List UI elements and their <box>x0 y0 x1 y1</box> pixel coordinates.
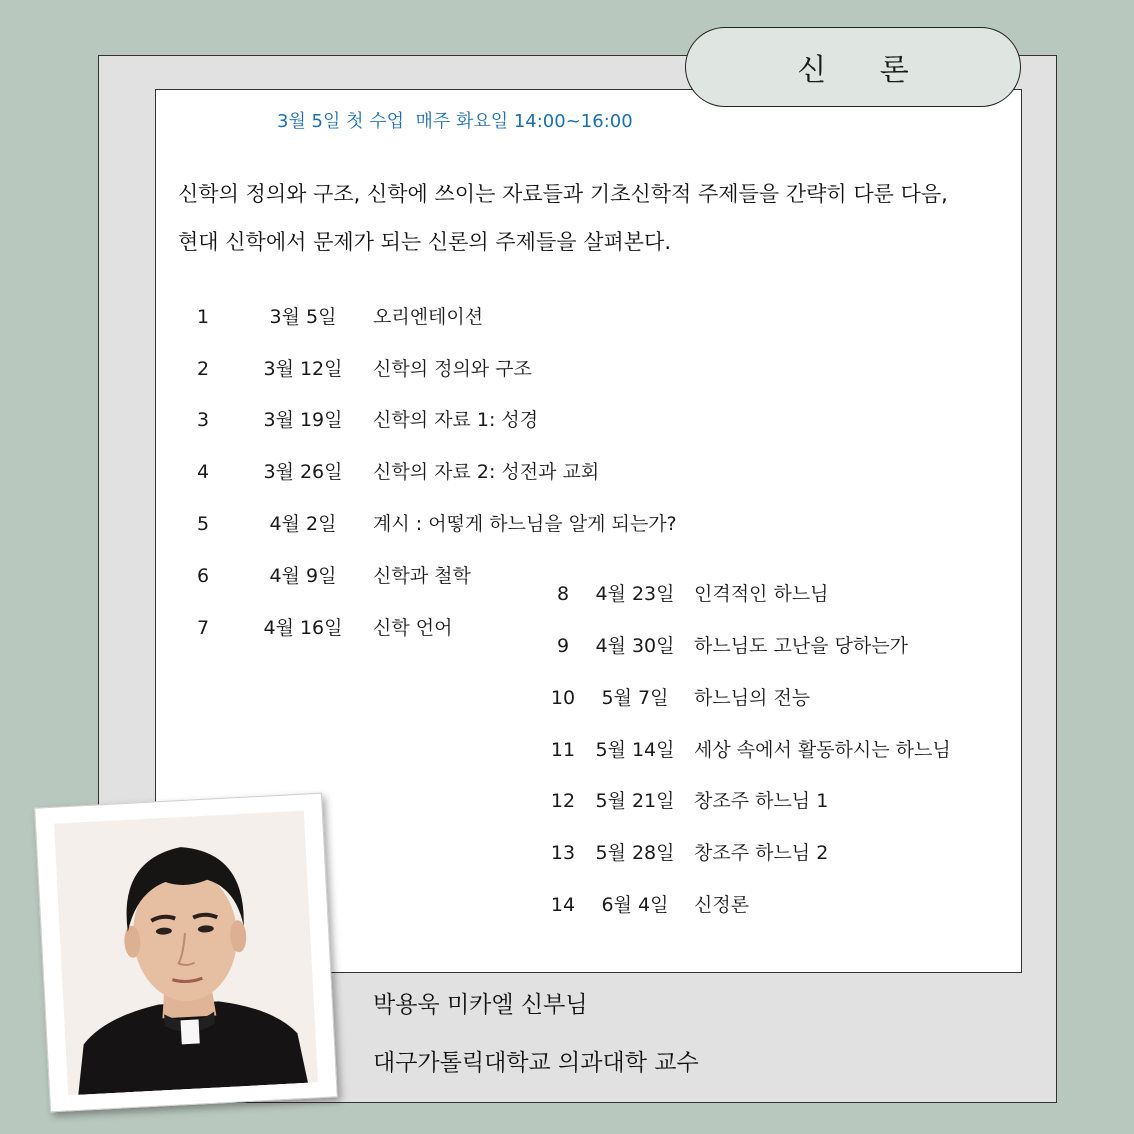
lesson-number: 1 <box>196 306 210 328</box>
lesson-topic: 신학의 자료 1: 성경 <box>373 409 539 431</box>
lesson-number: 11 <box>550 739 576 761</box>
instructor-affiliation: 대구가톨릭대학교 의과대학 교수 <box>373 1050 699 1076</box>
lesson-number: 14 <box>550 894 576 916</box>
instructor-name: 박용욱 미카엘 신부님 <box>373 992 588 1018</box>
lesson-date: 5월 14일 <box>595 739 675 761</box>
lesson-date: 5월 7일 <box>601 687 669 709</box>
lesson-topic: 창조주 하느님 1 <box>694 790 829 812</box>
lesson-date: 3월 12일 <box>263 358 343 380</box>
lesson-date: 3월 5일 <box>269 306 337 328</box>
lesson-number: 8 <box>556 583 570 605</box>
lesson-date: 5월 21일 <box>595 790 675 812</box>
course-title: 신 론 <box>797 53 931 88</box>
lesson-date: 4월 16일 <box>263 617 343 639</box>
lesson-date: 6월 4일 <box>601 894 669 916</box>
lesson-date: 5월 28일 <box>595 842 675 864</box>
lesson-date: 4월 2일 <box>269 513 337 535</box>
lesson-number: 9 <box>556 635 570 657</box>
lesson-number: 3 <box>196 409 210 431</box>
lesson-number: 4 <box>196 461 210 483</box>
lesson-number: 6 <box>196 565 210 587</box>
lesson-topic: 신학 언어 <box>373 617 453 639</box>
lesson-number: 5 <box>196 513 210 535</box>
course-description <box>178 170 1008 266</box>
course-title-tab <box>685 27 1021 107</box>
lesson-number: 10 <box>550 687 576 709</box>
instructor-photo <box>54 811 318 1096</box>
lesson-topic: 신학과 철학 <box>373 565 471 587</box>
lesson-topic: 오리엔테이션 <box>373 306 484 328</box>
lesson-topic: 하느님의 전능 <box>694 687 811 709</box>
lesson-topic: 계시 : 어떻게 하느님을 알게 되는가? <box>373 513 677 535</box>
lesson-topic: 신학의 정의와 구조 <box>373 358 532 380</box>
lesson-date: 4월 9일 <box>269 565 337 587</box>
lesson-date: 3월 26일 <box>263 461 343 483</box>
lesson-topic: 창조주 하느님 2 <box>694 842 829 864</box>
lesson-number: 12 <box>550 790 576 812</box>
lesson-topic: 세상 속에서 활동하시는 하느님 <box>694 739 951 761</box>
lesson-number: 2 <box>196 358 210 380</box>
schedule-line: 3월 5일 첫 수업 매주 화요일 14:00~16:00 <box>277 111 633 132</box>
description-line: 현대 신학에서 문제가 되는 신론의 주제들을 살펴본다. <box>178 230 672 254</box>
lesson-number: 13 <box>550 842 576 864</box>
lesson-topic: 신정론 <box>694 894 750 916</box>
lesson-date: 4월 23일 <box>595 583 675 605</box>
lesson-date: 4월 30일 <box>595 635 675 657</box>
description-line: 신학의 정의와 구조, 신학에 쓰이는 자료들과 기초신학적 주제들을 간략히 다룬 다음, <box>178 182 948 206</box>
portrait-illustration <box>54 811 318 1096</box>
lesson-date: 3월 19일 <box>263 409 343 431</box>
lesson-topic: 하느님도 고난을 당하는가 <box>694 635 908 657</box>
lesson-topic: 신학의 자료 2: 성전과 교회 <box>373 461 600 483</box>
lesson-number: 7 <box>196 617 210 639</box>
instructor-photo-frame <box>34 793 338 1113</box>
lesson-topic: 인격적인 하느님 <box>694 583 829 605</box>
